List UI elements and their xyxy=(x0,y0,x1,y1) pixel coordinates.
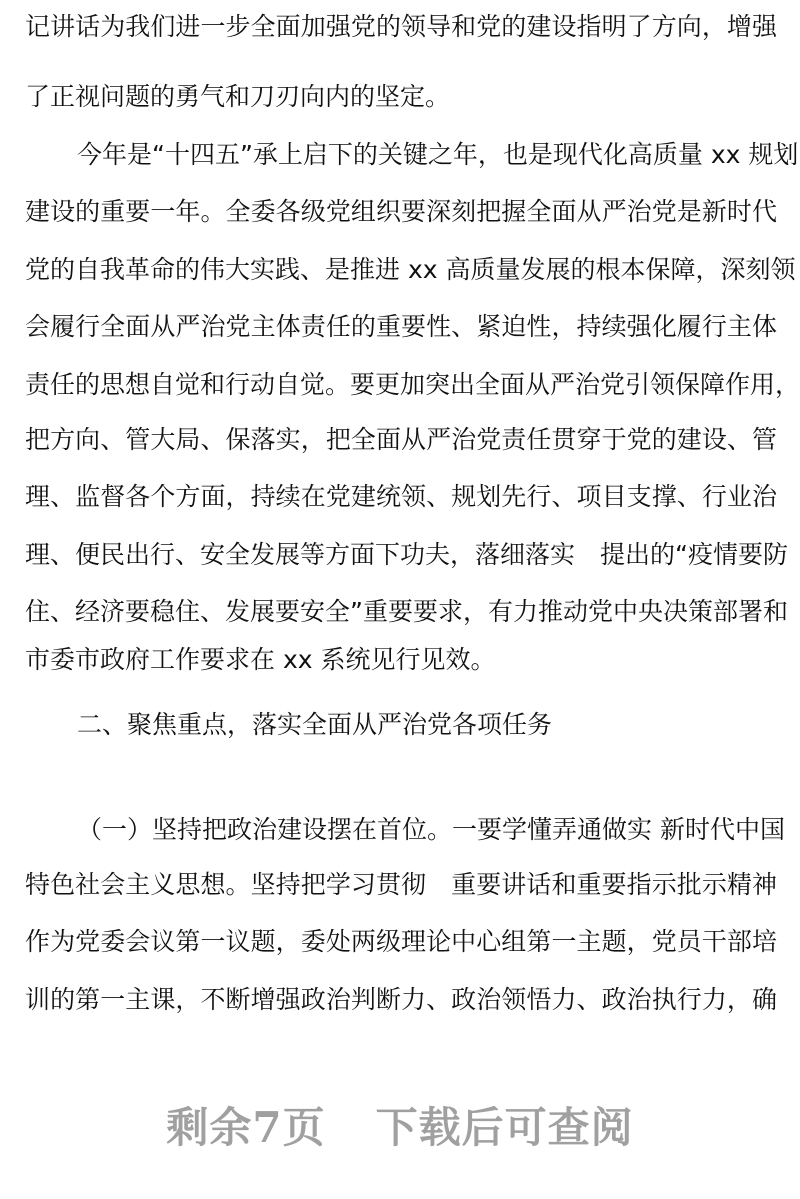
section-heading: 二、聚焦重点，落实全面从严治党各项任务 xyxy=(77,710,553,739)
text-line: 住、经济要稳住、发展要安全”重要要求，有力推动党中央决策部署和 xyxy=(25,597,788,626)
text-line: （一）坚持把政治建设摆在首位。一要学懂弄通做实 新时代中国 xyxy=(77,815,785,844)
text-line: 理、监督各个方面，持续在党建统领、规划先行、项目支撑、行业治 xyxy=(25,482,777,511)
text-line: 把方向、管大局、保落实，把全面从严治党责任贯穿于党的建设、管 xyxy=(25,425,777,454)
download-prompt[interactable] xyxy=(0,1095,800,1155)
text-line: 市委市政府工作要求在 xx 系统见行见效。 xyxy=(25,645,496,674)
text-line: 建设的重要一年。全委各级党组织要深刻把握全面从严治党是新时代 xyxy=(25,197,777,226)
text-line: 作为党委会议第一议题，委处两级理论中心组第一主题，党员干部培 xyxy=(25,927,777,956)
download-to-view-label: 下载后可查阅 xyxy=(375,1103,634,1152)
text-line: 训的第一主课，不断增强政治判断力、政治领悟力、政治执行力，确 xyxy=(25,985,777,1014)
text-line: 理、便民出行、安全发展等方面下功夫，落细落实 提出的“疫情要防 xyxy=(25,540,788,569)
text-line: 记讲话为我们进一步全面加强党的领导和党的建设指明了方向，增强 xyxy=(25,12,777,41)
text-line: 了正视问题的勇气和刀刃向内的坚定。 xyxy=(25,82,451,111)
remaining-pages-label: 剩余7页 xyxy=(166,1103,326,1152)
text-line: 党的自我革命的伟大实践、是推进 xx 高质量发展的根本保障，深刻领 xyxy=(25,255,796,284)
text-line: 会履行全面从严治党主体责任的重要性、紧迫性，持续强化履行主体 xyxy=(25,312,777,341)
text-line: 责任的思想自觉和行动自觉。要更加突出全面从严治党引领保障作用， xyxy=(25,370,800,399)
text-line: 今年是“十四五”承上启下的关键之年，也是现代化高质量 xx 规划 xyxy=(77,140,799,169)
text-line: 特色社会主义思想。坚持把学习贯彻 重要讲话和重要指示批示精神 xyxy=(25,870,777,899)
